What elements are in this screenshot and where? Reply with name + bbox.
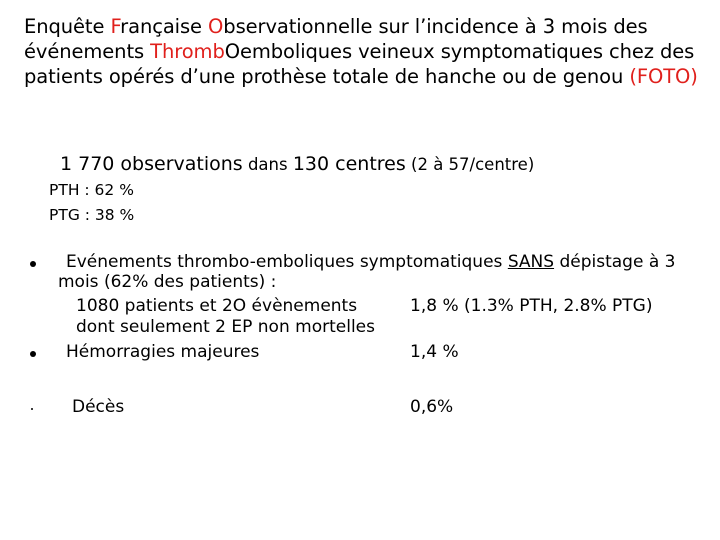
bullet-1-sub-1: 1080 patients et 2O évènements [76,296,358,316]
title-highlight: (FOTO) [629,65,698,88]
title-part: Enquête [24,15,111,38]
observations-line [60,153,534,175]
bullet-dot [30,351,36,357]
bullet-2-value: 1,4 % [410,342,459,362]
bullet-1-sub-2: dont seulement 2 EP non mortelles [76,317,375,337]
title-highlight: Thromb [150,40,225,63]
ptg-stat: PTG : 38 % [49,206,135,224]
title-part: emboliques [239,40,353,63]
per-centre: (2 à 57/centre) [405,155,535,174]
title-highlight: O [208,15,224,38]
bullet-3-label: Décès [72,397,125,417]
bullet-1-line-2: mois (62% des patients) : [58,272,277,292]
pth-stat: PTH : 62 % [49,181,134,199]
bullet-dot [31,408,33,410]
title-part: rançaise [120,15,209,38]
bullet-1-line-1 [66,252,675,272]
bullet-1-value: 1,8 % (1.3% PTH, 2.8% PTG) [410,296,653,316]
centre-count: 130 centres [292,153,406,175]
bullet-dot [30,261,36,267]
title-part: veineux symptomatiques chez des patients opérés d’une prothèse totale de hanche ou de genou [24,40,695,88]
title-part: bservationnelle sur l’incidence à 3 mois des événements [24,15,648,63]
observation-count: 1 770 observations [60,153,243,175]
title-highlight: F [110,15,121,38]
title-part: O [224,40,240,63]
bullet-1-text-pre: Evénements thrombo-emboliques symptomatiques [66,252,508,272]
observation-dans: dans [242,155,293,174]
slide-title [24,14,704,89]
bullet-2-label: Hémorragies majeures [66,342,260,362]
bullet-3-value: 0,6% [410,397,454,417]
bullet-1-text-post: dépistage à 3 [554,252,676,272]
sans-emphasis: SANS [507,252,555,272]
